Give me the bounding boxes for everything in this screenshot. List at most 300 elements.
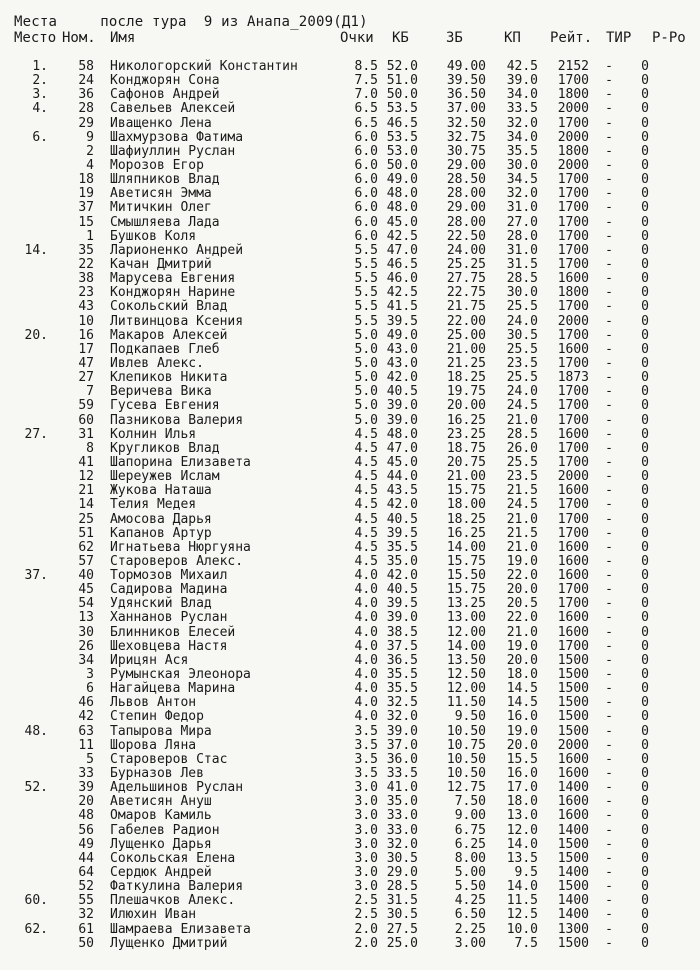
kp-cell: 32.0 xyxy=(506,115,538,131)
kb-cell: 32.5 xyxy=(386,695,418,711)
kb-cell: 33.0 xyxy=(386,822,418,838)
number-cell: 8 xyxy=(86,440,94,456)
kp-cell: 20.0 xyxy=(506,652,538,668)
kb-cell: 46.5 xyxy=(386,256,418,272)
tir-cell: - xyxy=(605,850,613,866)
tir-cell: - xyxy=(605,921,613,937)
zb-cell: 22.50 xyxy=(446,228,486,244)
name-cell: Габелев Радион xyxy=(110,822,220,838)
header-tir: ТИР xyxy=(606,30,632,46)
kb-cell: 37.5 xyxy=(386,638,418,654)
rating-cell: 1700 xyxy=(557,497,589,513)
rating-change-cell: 0 xyxy=(641,836,649,852)
kb-cell: 45.0 xyxy=(386,454,418,470)
zb-cell: 12.50 xyxy=(446,667,486,683)
name-cell: Никологорский Константин xyxy=(110,59,298,74)
tir-cell: - xyxy=(605,907,613,923)
tir-cell: - xyxy=(605,935,613,951)
number-cell: 54 xyxy=(78,596,94,612)
points-cell: 2.0 xyxy=(354,935,378,951)
kp-cell: 32.0 xyxy=(506,186,538,202)
zb-cell: 9.00 xyxy=(454,808,486,824)
number-cell: 48 xyxy=(78,808,94,824)
name-cell: Клепиков Никита xyxy=(110,370,228,386)
rating-change-cell: 0 xyxy=(641,596,649,612)
tir-cell: - xyxy=(605,624,613,640)
kp-cell: 13.0 xyxy=(506,808,538,824)
zb-cell: 21.00 xyxy=(446,469,486,485)
name-cell: Сердюк Андрей xyxy=(110,865,212,881)
points-cell: 2.0 xyxy=(354,921,378,937)
table-row xyxy=(0,300,700,314)
points-cell: 5.0 xyxy=(354,412,378,428)
number-cell: 41 xyxy=(78,454,94,470)
table-row xyxy=(0,272,700,286)
points-cell: 4.0 xyxy=(354,582,378,598)
rating-cell: 1700 xyxy=(557,242,589,258)
table-row xyxy=(0,286,700,300)
table-row xyxy=(0,470,700,484)
kb-cell: 41.5 xyxy=(386,299,418,315)
kb-cell: 33.0 xyxy=(386,808,418,824)
points-cell: 4.5 xyxy=(354,440,378,456)
tir-cell: - xyxy=(605,242,613,258)
rating-cell: 1500 xyxy=(557,879,589,895)
rating-cell: 1700 xyxy=(557,228,589,244)
tir-cell: - xyxy=(605,483,613,499)
zb-cell: 22.00 xyxy=(446,313,486,329)
rating-change-cell: 0 xyxy=(641,794,649,810)
name-cell: Сафонов Андрей xyxy=(110,87,220,103)
kp-cell: 34.0 xyxy=(506,87,538,103)
header-rating: Рейт. xyxy=(550,30,593,46)
kb-cell: 30.5 xyxy=(386,850,418,866)
rating-change-cell: 0 xyxy=(641,638,649,654)
points-cell: 7.0 xyxy=(354,87,378,103)
rating-change-cell: 0 xyxy=(641,101,649,117)
table-row xyxy=(0,866,700,880)
place-cell: 20. xyxy=(24,327,48,343)
number-cell: 35 xyxy=(78,242,94,258)
table-row xyxy=(0,640,700,654)
kp-cell: 35.5 xyxy=(506,143,538,159)
tir-cell: - xyxy=(605,893,613,909)
points-cell: 3.0 xyxy=(354,836,378,852)
tir-cell: - xyxy=(605,681,613,697)
table-row xyxy=(0,795,700,809)
rating-cell: 1600 xyxy=(557,553,589,569)
zb-cell: 15.75 xyxy=(446,553,486,569)
kp-cell: 11.5 xyxy=(506,893,538,909)
table-row xyxy=(0,541,700,555)
name-cell: Гусева Евгения xyxy=(110,398,220,414)
kb-cell: 32.0 xyxy=(386,836,418,852)
number-cell: 9 xyxy=(86,129,94,145)
zb-cell: 32.50 xyxy=(446,115,486,131)
kp-cell: 16.0 xyxy=(506,766,538,782)
tir-cell: - xyxy=(605,780,613,796)
zb-cell: 15.50 xyxy=(446,568,486,584)
table-row xyxy=(0,201,700,215)
table-row xyxy=(0,838,700,852)
name-cell: Сокольский Влад xyxy=(110,299,228,315)
zb-cell: 16.25 xyxy=(446,525,486,541)
name-cell: Нагайцева Марина xyxy=(110,681,236,697)
name-cell: Шляпников Влад xyxy=(110,172,220,188)
tir-cell: - xyxy=(605,794,613,810)
zb-cell: 6.75 xyxy=(454,822,486,838)
number-cell: 43 xyxy=(78,299,94,315)
kb-cell: 40.5 xyxy=(386,511,418,527)
table-row xyxy=(0,315,700,329)
number-cell: 38 xyxy=(78,271,94,287)
rating-cell: 1700 xyxy=(557,355,589,371)
place-cell: 1. xyxy=(32,59,48,74)
name-cell: Телия Медея xyxy=(110,497,197,513)
table-row xyxy=(0,824,700,838)
name-cell: Игнатьева Нюргуяна xyxy=(110,539,251,555)
number-cell: 45 xyxy=(78,582,94,598)
points-cell: 4.0 xyxy=(354,610,378,626)
points-cell: 5.0 xyxy=(354,355,378,371)
number-cell: 58 xyxy=(78,59,94,74)
points-cell: 5.0 xyxy=(354,384,378,400)
zb-cell: 14.00 xyxy=(446,638,486,654)
rating-change-cell: 0 xyxy=(641,398,649,414)
kp-cell: 18.0 xyxy=(506,794,538,810)
points-cell: 3.5 xyxy=(354,723,378,739)
kp-cell: 30.0 xyxy=(506,285,538,301)
name-cell: Капанов Артур xyxy=(110,525,212,541)
name-cell: Лущенко Дарья xyxy=(110,836,212,852)
name-cell: Фаткулина Валерия xyxy=(110,879,244,895)
kp-cell: 14.0 xyxy=(506,879,538,895)
rating-change-cell: 0 xyxy=(641,115,649,131)
table-row xyxy=(0,88,700,102)
name-cell: Иващенко Лена xyxy=(110,115,212,131)
points-cell: 3.0 xyxy=(354,794,378,810)
tir-cell: - xyxy=(605,398,613,414)
rating-change-cell: 0 xyxy=(641,553,649,569)
kb-cell: 47.0 xyxy=(386,440,418,456)
table-row xyxy=(0,399,700,413)
kp-cell: 18.0 xyxy=(506,667,538,683)
kp-cell: 9.5 xyxy=(514,865,538,881)
rating-change-cell: 0 xyxy=(641,454,649,470)
zb-cell: 37.00 xyxy=(446,101,486,117)
table-row xyxy=(0,725,700,739)
number-cell: 6 xyxy=(86,681,94,697)
name-cell: Колнин Илья xyxy=(110,426,197,442)
rating-cell: 1500 xyxy=(557,836,589,852)
points-cell: 6.0 xyxy=(354,228,378,244)
tir-cell: - xyxy=(605,469,613,485)
zb-cell: 30.75 xyxy=(446,143,486,159)
points-cell: 5.5 xyxy=(354,299,378,315)
kp-cell: 22.0 xyxy=(506,568,538,584)
points-cell: 5.5 xyxy=(354,285,378,301)
kp-cell: 19.0 xyxy=(506,638,538,654)
rating-cell: 1400 xyxy=(557,865,589,881)
points-cell: 3.0 xyxy=(354,879,378,895)
number-cell: 50 xyxy=(78,935,94,951)
rating-change-cell: 0 xyxy=(641,355,649,371)
name-cell: Румынская Элеонора xyxy=(110,667,251,683)
number-cell: 64 xyxy=(78,865,94,881)
rating-cell: 2000 xyxy=(557,101,589,117)
points-cell: 4.0 xyxy=(354,695,378,711)
points-cell: 6.0 xyxy=(354,157,378,173)
tir-cell: - xyxy=(605,412,613,428)
zb-cell: 20.75 xyxy=(446,454,486,470)
name-cell: Пазникова Валерия xyxy=(110,412,244,428)
tir-cell: - xyxy=(605,59,613,74)
table-row xyxy=(0,852,700,866)
tir-cell: - xyxy=(605,610,613,626)
kb-cell: 43.0 xyxy=(386,341,418,357)
zb-cell: 14.00 xyxy=(446,539,486,555)
name-cell: Марусева Евгения xyxy=(110,271,236,287)
zb-cell: 23.25 xyxy=(446,426,486,442)
name-cell: Тапырова Мира xyxy=(110,723,212,739)
name-cell: Шереужев Ислам xyxy=(110,469,220,485)
rating-change-cell: 0 xyxy=(641,511,649,527)
points-cell: 4.5 xyxy=(354,454,378,470)
kb-cell: 53.5 xyxy=(386,101,418,117)
zb-cell: 15.75 xyxy=(446,582,486,598)
rating-cell: 1800 xyxy=(557,285,589,301)
number-cell: 57 xyxy=(78,553,94,569)
rating-change-cell: 0 xyxy=(641,59,649,74)
tir-cell: - xyxy=(605,327,613,343)
kp-cell: 25.5 xyxy=(506,341,538,357)
kp-cell: 21.0 xyxy=(506,511,538,527)
zb-cell: 36.50 xyxy=(446,87,486,103)
rating-change-cell: 0 xyxy=(641,426,649,442)
kp-cell: 23.5 xyxy=(506,355,538,371)
number-cell: 60 xyxy=(78,412,94,428)
kb-cell: 49.0 xyxy=(386,172,418,188)
zb-cell: 6.50 xyxy=(454,907,486,923)
rating-change-cell: 0 xyxy=(641,143,649,159)
table-row xyxy=(0,329,700,343)
name-cell: Шахмурзова Фатима xyxy=(110,129,244,145)
tir-cell: - xyxy=(605,186,613,202)
kp-cell: 21.5 xyxy=(506,483,538,499)
name-cell: Староверов Алекс. xyxy=(110,553,244,569)
kp-cell: 19.0 xyxy=(506,723,538,739)
kp-cell: 24.5 xyxy=(506,398,538,414)
table-row xyxy=(0,385,700,399)
place-cell: 14. xyxy=(24,242,48,258)
table-row xyxy=(0,527,700,541)
kp-cell: 21.0 xyxy=(506,412,538,428)
points-cell: 3.5 xyxy=(354,751,378,767)
kp-cell: 31.0 xyxy=(506,200,538,216)
zb-cell: 21.25 xyxy=(446,355,486,371)
rating-cell: 1700 xyxy=(557,73,589,89)
number-cell: 27 xyxy=(78,370,94,386)
number-cell: 12 xyxy=(78,469,94,485)
points-cell: 4.0 xyxy=(354,596,378,612)
rating-change-cell: 0 xyxy=(641,214,649,230)
tir-cell: - xyxy=(605,73,613,89)
points-cell: 6.0 xyxy=(354,129,378,145)
kb-cell: 42.5 xyxy=(386,285,418,301)
points-cell: 4.5 xyxy=(354,525,378,541)
rating-cell: 1500 xyxy=(557,652,589,668)
tir-cell: - xyxy=(605,723,613,739)
tir-cell: - xyxy=(605,822,613,838)
name-cell: Сокольская Елена xyxy=(110,850,236,866)
kb-cell: 38.5 xyxy=(386,624,418,640)
number-cell: 49 xyxy=(78,836,94,852)
number-cell: 31 xyxy=(78,426,94,442)
tir-cell: - xyxy=(605,440,613,456)
table-row xyxy=(0,696,700,710)
rating-cell: 1500 xyxy=(557,681,589,697)
rating-cell: 1700 xyxy=(557,200,589,216)
points-cell: 4.0 xyxy=(354,681,378,697)
name-cell: Конджорян Нарине xyxy=(110,285,236,301)
table-row xyxy=(0,371,700,385)
points-cell: 6.5 xyxy=(354,115,378,131)
number-cell: 16 xyxy=(78,327,94,343)
tir-cell: - xyxy=(605,737,613,753)
name-cell: Лущенко Дмитрий xyxy=(110,935,228,951)
kb-cell: 42.5 xyxy=(386,228,418,244)
table-row xyxy=(0,583,700,597)
table-row xyxy=(0,187,700,201)
kb-cell: 44.0 xyxy=(386,469,418,485)
zb-cell: 18.25 xyxy=(446,370,486,386)
number-cell: 42 xyxy=(78,709,94,725)
rating-cell: 1700 xyxy=(557,327,589,343)
kp-cell: 20.0 xyxy=(506,582,538,598)
kp-cell: 17.0 xyxy=(506,780,538,796)
place-cell: 2. xyxy=(32,73,48,89)
rating-change-cell: 0 xyxy=(641,313,649,329)
kb-cell: 43.0 xyxy=(386,355,418,371)
tir-cell: - xyxy=(605,313,613,329)
table-row xyxy=(0,626,700,640)
kb-cell: 53.5 xyxy=(386,129,418,145)
number-cell: 23 xyxy=(78,285,94,301)
number-cell: 26 xyxy=(78,638,94,654)
number-cell: 24 xyxy=(78,73,94,89)
tir-cell: - xyxy=(605,228,613,244)
points-cell: 2.5 xyxy=(354,907,378,923)
name-cell: Качан Дмитрий xyxy=(110,256,212,272)
number-cell: 63 xyxy=(78,723,94,739)
rating-change-cell: 0 xyxy=(641,73,649,89)
rating-change-cell: 0 xyxy=(641,341,649,357)
tir-cell: - xyxy=(605,638,613,654)
kb-cell: 50.0 xyxy=(386,87,418,103)
kb-cell: 25.0 xyxy=(386,935,418,951)
rating-change-cell: 0 xyxy=(641,695,649,711)
name-cell: Морозов Егор xyxy=(110,157,204,173)
name-cell: Шамраева Елизавета xyxy=(110,921,251,937)
table-row xyxy=(0,173,700,187)
table-row xyxy=(0,569,700,583)
kp-cell: 12.0 xyxy=(506,822,538,838)
zb-cell: 12.00 xyxy=(446,681,486,697)
zb-cell: 5.50 xyxy=(454,879,486,895)
number-cell: 37 xyxy=(78,200,94,216)
zb-cell: 32.75 xyxy=(446,129,486,145)
zb-cell: 4.25 xyxy=(454,893,486,909)
place-cell: 4. xyxy=(32,101,48,117)
rating-cell: 2000 xyxy=(557,737,589,753)
rating-cell: 1800 xyxy=(557,87,589,103)
kb-cell: 48.0 xyxy=(386,186,418,202)
tir-cell: - xyxy=(605,539,613,555)
zb-cell: 28.00 xyxy=(446,186,486,202)
table-row xyxy=(0,258,700,272)
number-cell: 33 xyxy=(78,766,94,782)
kp-cell: 28.5 xyxy=(506,426,538,442)
rating-cell: 1600 xyxy=(557,341,589,357)
number-cell: 56 xyxy=(78,822,94,838)
name-cell: Аветисян Эмма xyxy=(110,186,212,202)
rating-change-cell: 0 xyxy=(641,327,649,343)
number-cell: 44 xyxy=(78,850,94,866)
name-cell: Шеховцева Настя xyxy=(110,638,228,654)
table-row xyxy=(0,357,700,371)
kb-cell: 43.5 xyxy=(386,483,418,499)
zb-cell: 2.25 xyxy=(454,921,486,937)
rating-cell: 1500 xyxy=(557,935,589,951)
zb-cell: 13.00 xyxy=(446,610,486,626)
number-cell: 32 xyxy=(78,907,94,923)
number-cell: 11 xyxy=(78,737,94,753)
tir-cell: - xyxy=(605,652,613,668)
table-row xyxy=(0,117,700,131)
points-cell: 4.5 xyxy=(354,469,378,485)
number-cell: 40 xyxy=(78,568,94,584)
points-cell: 3.0 xyxy=(354,780,378,796)
table-row xyxy=(0,668,700,682)
kp-cell: 39.0 xyxy=(506,73,538,89)
number-cell: 14 xyxy=(78,497,94,513)
number-cell: 20 xyxy=(78,794,94,810)
points-cell: 4.5 xyxy=(354,539,378,555)
zb-cell: 12.00 xyxy=(446,624,486,640)
number-cell: 25 xyxy=(78,511,94,527)
points-cell: 6.0 xyxy=(354,200,378,216)
tir-cell: - xyxy=(605,596,613,612)
tir-cell: - xyxy=(605,751,613,767)
rating-change-cell: 0 xyxy=(641,850,649,866)
number-cell: 7 xyxy=(86,384,94,400)
points-cell: 5.5 xyxy=(354,271,378,287)
rating-cell: 1500 xyxy=(557,850,589,866)
kp-cell: 24.0 xyxy=(506,313,538,329)
rating-cell: 1800 xyxy=(557,143,589,159)
kp-cell: 14.5 xyxy=(506,695,538,711)
points-cell: 3.0 xyxy=(354,865,378,881)
rating-cell: 1700 xyxy=(557,398,589,414)
rating-cell: 1700 xyxy=(557,299,589,315)
table-row xyxy=(0,498,700,512)
zb-cell: 24.00 xyxy=(446,242,486,258)
rating-cell: 1700 xyxy=(557,582,589,598)
rating-change-cell: 0 xyxy=(641,200,649,216)
kb-cell: 48.0 xyxy=(386,426,418,442)
kb-cell: 53.0 xyxy=(386,143,418,159)
table-row xyxy=(0,513,700,527)
